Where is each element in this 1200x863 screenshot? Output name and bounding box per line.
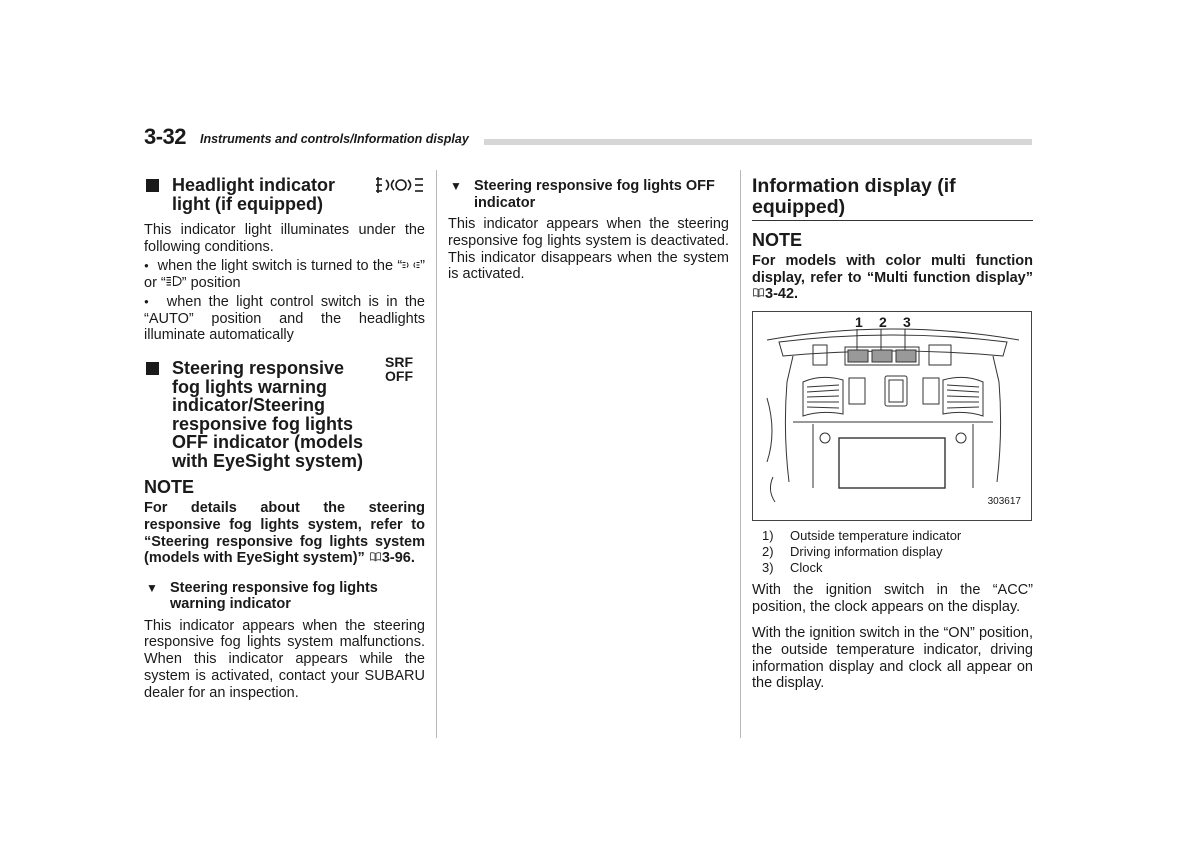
header-bar [484,139,1032,145]
legend-item: 1) Outside temperature indicator [762,528,962,544]
info-paragraph-1: With the ignition switch in the “ACC” position, the clock appears on the display. [752,582,1033,616]
legend-item: 2) Driving information display [762,544,943,560]
headlight-paragraph: This indicator light illuminates under the following conditions. [144,222,425,255]
figure-label-1: 1 [855,314,863,331]
headlight-heading-text: Headlight indicator light (if equipped) [172,175,336,214]
section-square-icon [146,362,159,375]
column-2 [448,176,729,283]
srf-heading-text: Steering responsive fog lights warning indicator/Steering responsive fog lights OFF indicator (models with EyeSight system) [172,358,364,471]
column-3 [752,176,1033,692]
section-square-icon [146,179,159,192]
srf-off-text: This indicator appears when the steering responsive fog lights system is deactivated. This indicator disappears when the system is activated. [448,216,729,283]
headlight-icon [166,275,182,292]
column-divider [436,170,437,738]
bullet-icon: ● [144,296,153,306]
srf-heading [144,354,425,471]
page-header [144,124,1032,150]
note-text: For details about the steering responsive fog lights system, refer to “Steering responsive fog lights system (models with EyeSight system)” 3-96. [144,500,425,567]
headlight-indicator-icon [375,176,425,198]
headlight-heading [144,176,425,213]
headlight-bullet-2: ● when the light control switch is in the “AUTO” position and the headlights illuminate automatically [144,293,425,344]
figure-label-2: 2 [879,314,887,331]
bullet-icon: ● [144,260,150,270]
small-light-icon [402,258,420,275]
book-reference-icon [369,550,382,567]
srf-warning-text: This indicator appears when the steering responsive fog lights system malfunctions. When this indicator appears while the system is activated, contact your SUBARU dealer for an inspection. [144,617,425,701]
header-title: Instruments and controls/Information display [200,132,469,146]
note-title: NOTE [752,230,803,250]
headlight-bullet-1: ● when the light switch is turned to the “ ” or “ ” position [144,257,425,291]
srf-warning-subheading: ▼ Steering responsive fog lights warning indicator [146,579,378,612]
column-divider [740,170,741,738]
page-number: 3-32 [144,124,187,149]
srf-off-icon: SRF OFF [385,354,413,385]
triangle-icon: ▼ [146,580,158,595]
section-title: Information display (if equipped) [752,176,1033,221]
dashboard-illustration [753,312,1031,520]
book-reference-icon [752,286,765,303]
legend-item: 3) Clock [762,560,823,576]
figure-legend [752,528,1033,576]
info-paragraph-2: With the ignition switch in the “ON” position, the outside temperature indicator, driving information display and clock all appear on the display. [752,625,1033,692]
figure-label-3: 3 [903,314,911,331]
srf-off-subheading: ▼ Steering responsive fog lights OFF indicator [450,178,715,211]
dashboard-figure [752,311,1032,521]
figure-code: 303617 [987,495,1021,507]
note-text: For models with color multi function display, refer to “Multi function display” 3-42. [752,252,1033,303]
column-1 [144,176,425,701]
triangle-icon: ▼ [450,179,462,193]
note-title: NOTE [144,477,195,498]
